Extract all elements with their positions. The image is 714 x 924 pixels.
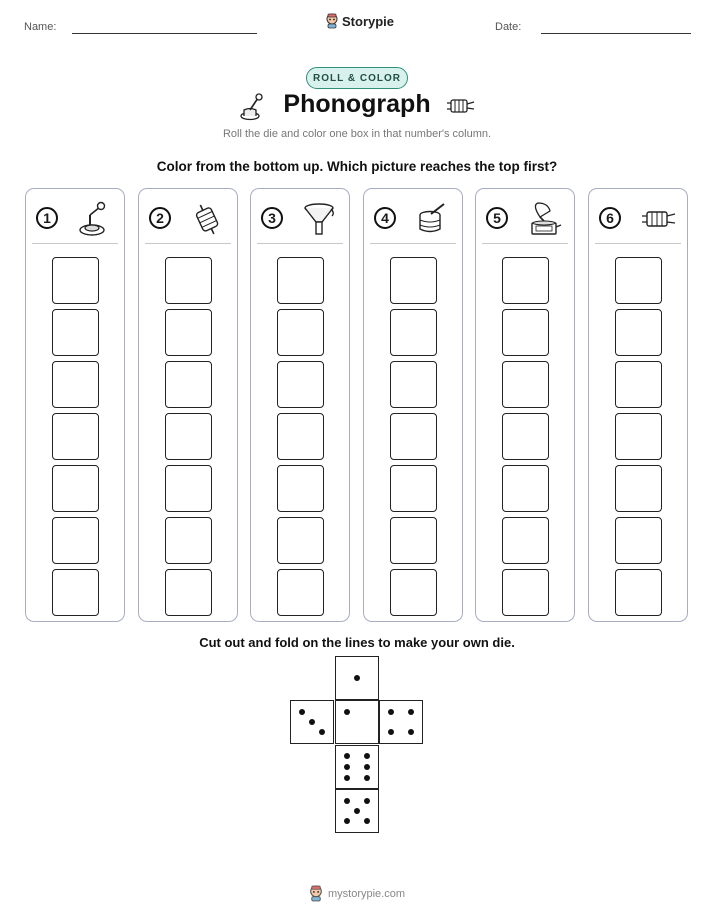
die-pip bbox=[344, 775, 350, 781]
die-pip bbox=[408, 709, 414, 715]
record-stack-icon bbox=[414, 201, 452, 237]
color-box[interactable] bbox=[390, 517, 437, 564]
die-pip bbox=[319, 729, 325, 735]
date-label: Date: bbox=[495, 21, 522, 33]
storypie-mascot-icon bbox=[325, 13, 339, 29]
funnel-icon bbox=[301, 201, 339, 237]
date-line[interactable] bbox=[541, 33, 691, 34]
gramophone-icon bbox=[526, 201, 564, 237]
die-pip bbox=[344, 709, 350, 715]
wax-cylinder-icon bbox=[445, 94, 477, 118]
column-number: 2 bbox=[149, 207, 171, 229]
color-box[interactable] bbox=[390, 465, 437, 512]
color-box[interactable] bbox=[390, 361, 437, 408]
color-box[interactable] bbox=[165, 569, 212, 616]
color-box[interactable] bbox=[390, 569, 437, 616]
column-number: 4 bbox=[374, 207, 396, 229]
spinning-cylinder-icon bbox=[189, 201, 227, 237]
color-box[interactable] bbox=[165, 465, 212, 512]
color-box[interactable] bbox=[277, 257, 324, 304]
column-number: 5 bbox=[486, 207, 508, 229]
die-pip bbox=[299, 709, 305, 715]
color-box[interactable] bbox=[502, 465, 549, 512]
color-box[interactable] bbox=[52, 413, 99, 460]
color-box[interactable] bbox=[615, 257, 662, 304]
color-box[interactable] bbox=[502, 361, 549, 408]
brand-name: Storypie bbox=[342, 13, 395, 29]
column-5 bbox=[475, 188, 575, 622]
color-box[interactable] bbox=[502, 569, 549, 616]
color-box[interactable] bbox=[390, 257, 437, 304]
die-pip bbox=[309, 719, 315, 725]
color-box[interactable] bbox=[165, 413, 212, 460]
color-box[interactable] bbox=[390, 413, 437, 460]
color-box[interactable] bbox=[277, 361, 324, 408]
color-box[interactable] bbox=[502, 517, 549, 564]
color-box[interactable] bbox=[277, 309, 324, 356]
die-pip bbox=[344, 764, 350, 770]
color-box[interactable] bbox=[277, 517, 324, 564]
color-box[interactable] bbox=[52, 465, 99, 512]
footer-url[interactable]: mystorypie.com bbox=[328, 887, 406, 900]
column-3 bbox=[250, 188, 350, 622]
column-header bbox=[482, 197, 568, 244]
color-box[interactable] bbox=[277, 569, 324, 616]
column-header bbox=[257, 197, 343, 244]
wax-cylinder-icon bbox=[639, 201, 677, 237]
subtitle: Roll the die and color one box in that number's column. bbox=[222, 128, 492, 140]
die-pip bbox=[388, 709, 394, 715]
column-header bbox=[145, 197, 231, 244]
column-6 bbox=[588, 188, 688, 622]
die-face-six bbox=[335, 745, 379, 789]
color-box[interactable] bbox=[390, 309, 437, 356]
color-box[interactable] bbox=[502, 257, 549, 304]
column-header bbox=[595, 197, 681, 244]
die-pip bbox=[354, 808, 360, 814]
color-box[interactable] bbox=[502, 309, 549, 356]
die-pip bbox=[354, 675, 360, 681]
column-header bbox=[370, 197, 456, 244]
die-pip bbox=[364, 753, 370, 759]
color-box[interactable] bbox=[615, 361, 662, 408]
die-caption: Cut out and fold on the lines to make your own die. bbox=[199, 635, 515, 650]
color-box[interactable] bbox=[52, 257, 99, 304]
column-number: 1 bbox=[36, 207, 58, 229]
name-label: Name: bbox=[24, 21, 57, 33]
column-1 bbox=[25, 188, 125, 622]
color-box[interactable] bbox=[615, 517, 662, 564]
die-pip bbox=[344, 798, 350, 804]
die-face-three bbox=[290, 700, 334, 744]
color-box[interactable] bbox=[165, 517, 212, 564]
die-face-one bbox=[335, 656, 379, 700]
die-pip bbox=[344, 753, 350, 759]
color-box[interactable] bbox=[52, 517, 99, 564]
color-box[interactable] bbox=[52, 569, 99, 616]
die-pip bbox=[364, 798, 370, 804]
die-pip bbox=[364, 764, 370, 770]
die-pip bbox=[344, 818, 350, 824]
color-box[interactable] bbox=[615, 413, 662, 460]
column-header bbox=[32, 197, 118, 244]
color-box[interactable] bbox=[615, 465, 662, 512]
color-box[interactable] bbox=[615, 569, 662, 616]
die-face-one-center bbox=[335, 700, 379, 744]
color-box[interactable] bbox=[277, 465, 324, 512]
name-line[interactable] bbox=[72, 33, 257, 34]
color-box[interactable] bbox=[277, 413, 324, 460]
column-number: 6 bbox=[599, 207, 621, 229]
color-box[interactable] bbox=[52, 309, 99, 356]
footer bbox=[308, 885, 405, 902]
needle-cup-icon bbox=[76, 201, 114, 237]
die-pip bbox=[364, 775, 370, 781]
die-face-five bbox=[335, 789, 379, 833]
instruction: Color from the bottom up. Which picture reaches the top first? bbox=[156, 159, 558, 174]
brand-logo bbox=[325, 13, 394, 29]
color-box[interactable] bbox=[165, 361, 212, 408]
color-box[interactable] bbox=[52, 361, 99, 408]
color-box[interactable] bbox=[165, 309, 212, 356]
die-pip bbox=[408, 729, 414, 735]
storypie-mascot-icon bbox=[308, 885, 324, 902]
column-4 bbox=[363, 188, 463, 622]
color-box[interactable] bbox=[615, 309, 662, 356]
page-title: Phonograph bbox=[283, 90, 431, 118]
color-box[interactable] bbox=[502, 413, 549, 460]
die-pip bbox=[364, 818, 370, 824]
color-box[interactable] bbox=[165, 257, 212, 304]
die-net bbox=[290, 656, 425, 836]
activity-badge: ROLL & COLOR bbox=[306, 67, 408, 89]
die-face-four bbox=[379, 700, 423, 744]
die-pip bbox=[388, 729, 394, 735]
column-2 bbox=[138, 188, 238, 622]
column-number: 3 bbox=[261, 207, 283, 229]
